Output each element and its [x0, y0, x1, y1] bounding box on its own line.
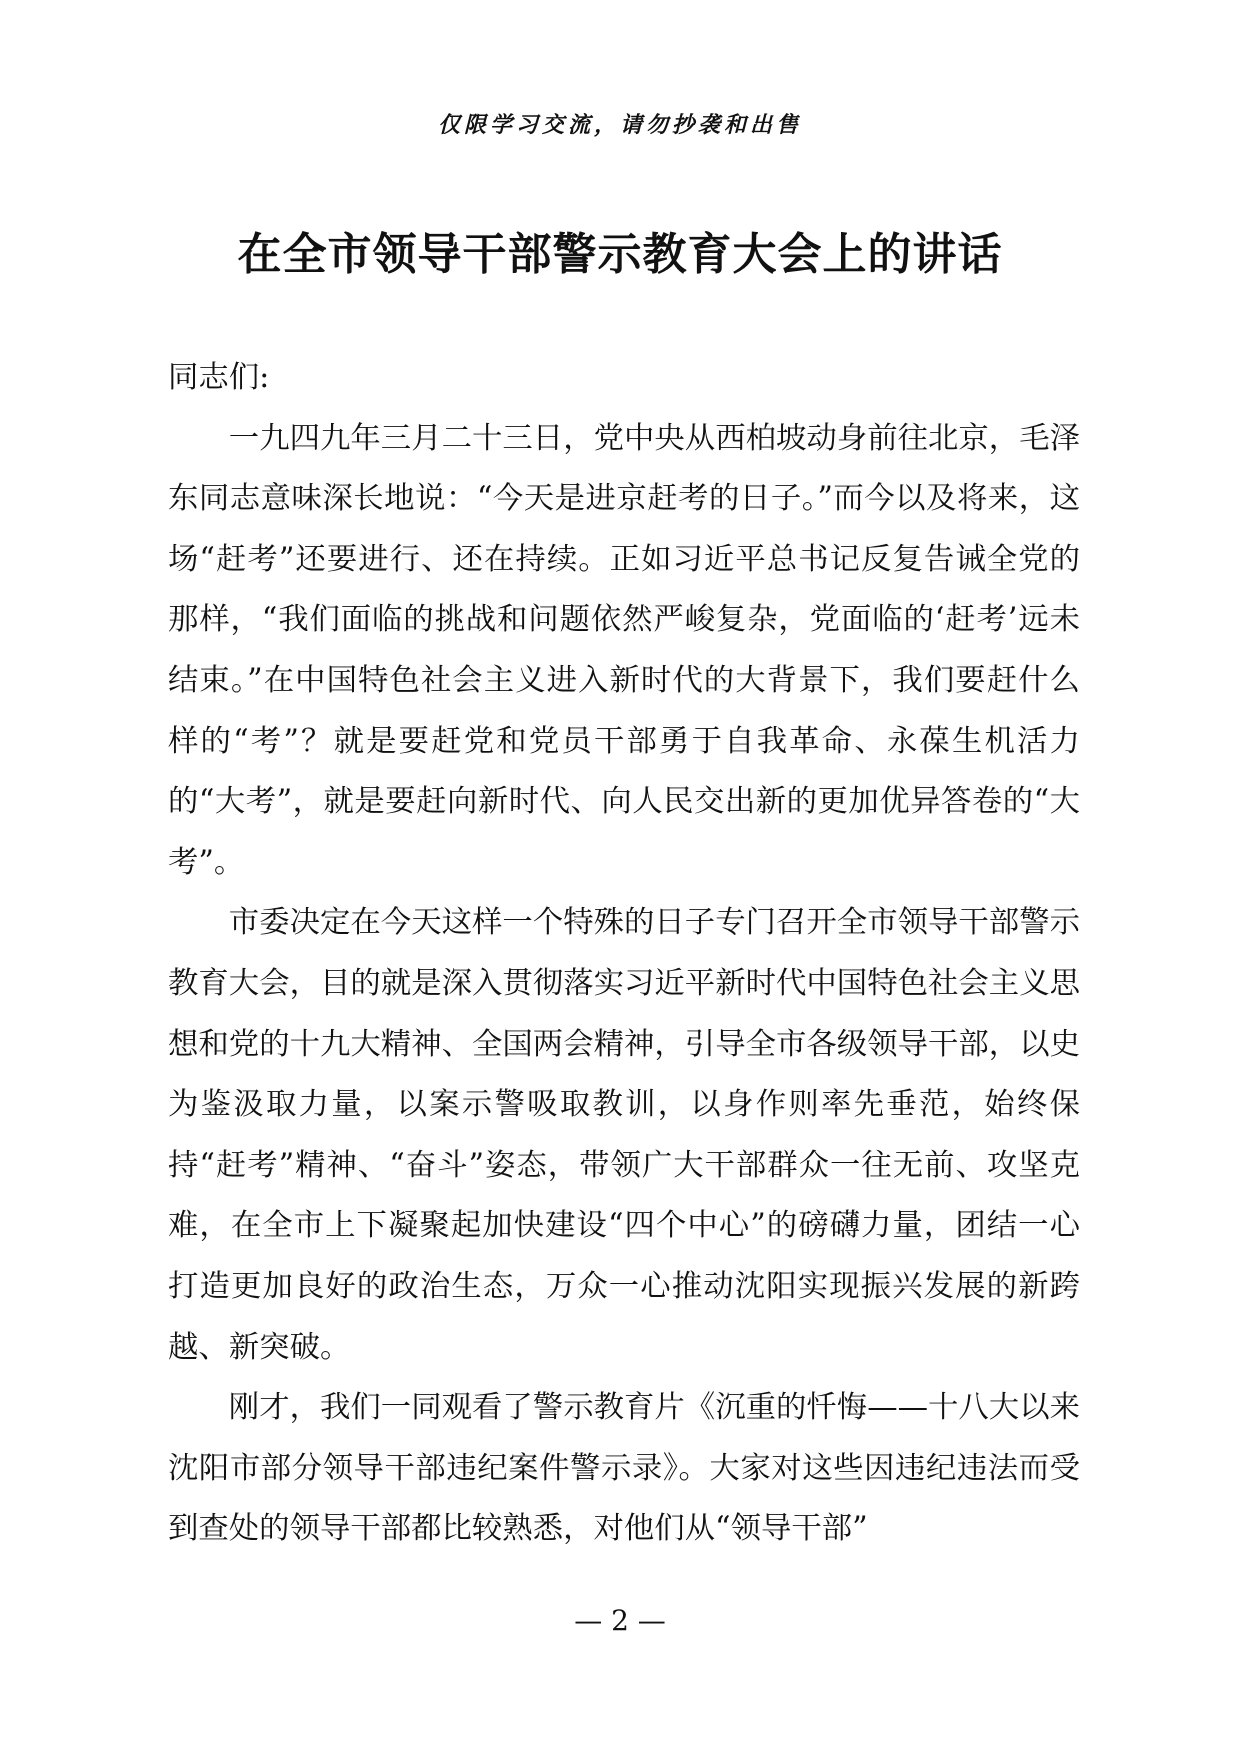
document-body — [168, 348, 1080, 1560]
paragraph: 市委决定在今天这样一个特殊的日子专门召开全市领导干部警示教育大会，目的就是深入贯彻落实习近平新时代中国特色社会主义思想和党的十九大精神、全国两会精神，引导全市各级领导干部，以史为鉴汲取力量，以案示警吸取教训，以身作则率先垂范，始终保持“赶考”精神、“奋斗”姿态，带领广大干部群众一往无前、攻坚克难，在全市上下凝聚起加快建设“四个中心”的磅礴力量，团结一心打造更加良好的政治生态，万众一心推动沈阳实现振兴发展的新跨越、新突破。 — [168, 905, 1080, 1365]
paragraph: 一九四九年三月二十三日，党中央从西柏坡动身前往北京，毛泽东同志意味深长地说：“今天是进京赶考的日子。”而今以及将来，这场“赶考”还要进行、还在持续。正如习近平总书记反复告诫全党的那样，“我们面临的挑战和问题依然严峻复杂，党面临的‘赶考’远未结束。”在中国特色社会主义进入新时代的大背景下，我们要赶什么样的“考”？就是要赶党和党员干部勇于自我革命、永葆生机活力的“大考”，就是要赶向新时代、向人民交出新的更加优异答卷的“大考”。 — [168, 420, 1080, 880]
paragraph: 刚才，我们一同观看了警示教育片《沉重的忏悔——十八大以来沈阳市部分领导干部违纪案件警示录》。大家对这些因违纪违法而受到查处的领导干部都比较熟悉，对他们从“领导干部” — [168, 1390, 1080, 1547]
salutation: 同志们: — [168, 360, 270, 395]
header-note: 仅限学习交流，请勿抄袭和出售 — [437, 112, 802, 138]
page-number: — 2 — — [574, 1604, 666, 1637]
document-title: 在全市领导干部警示教育大会上的讲话 — [237, 229, 1003, 280]
